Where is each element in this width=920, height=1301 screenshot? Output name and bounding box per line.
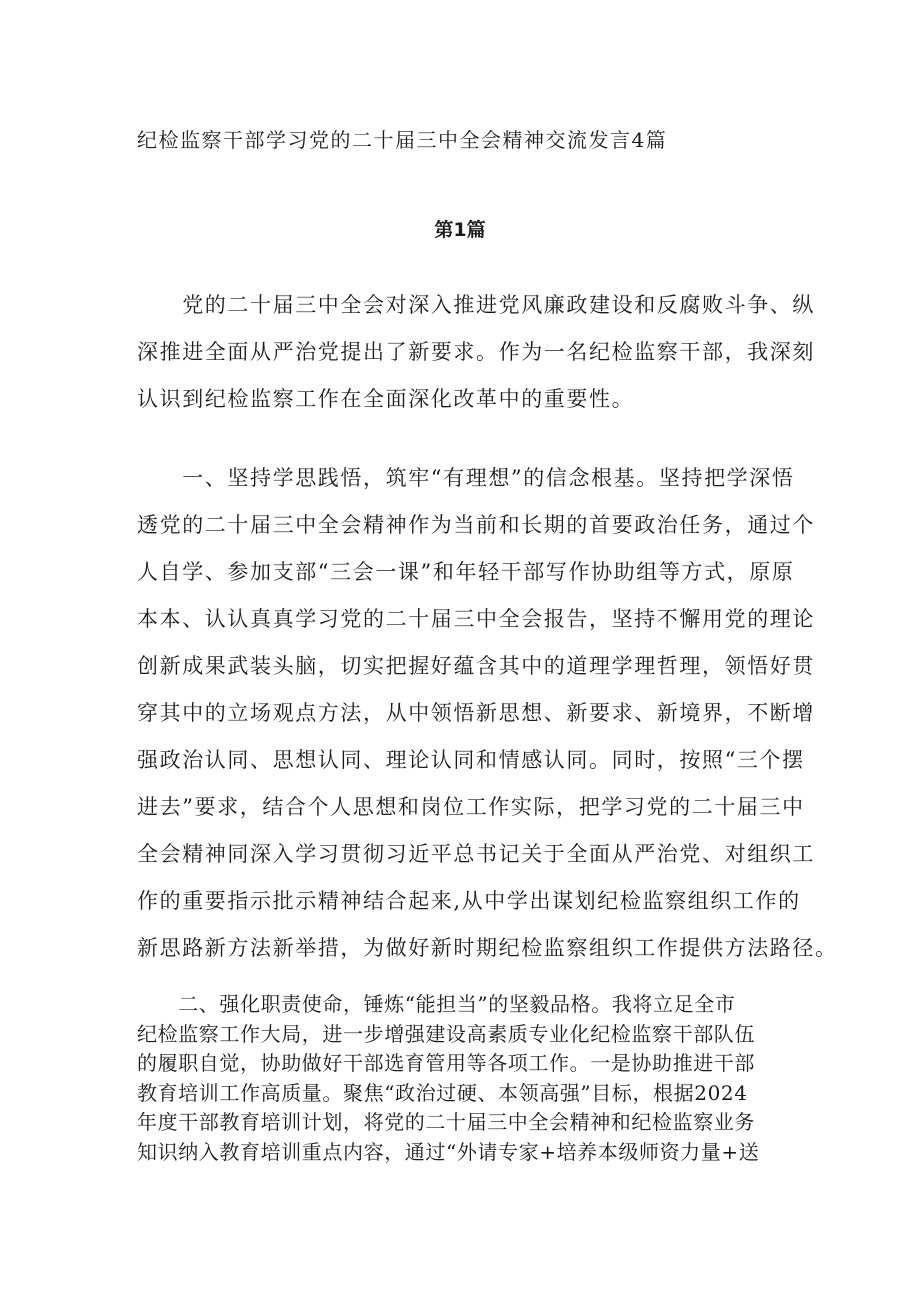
paragraph-line: 创新成果武装头脑，切实把握好蕴含其中的道理学理哲理，领悟好贯 (137, 654, 815, 678)
paragraph-line: 知识纳入教育培训重点内容，通过“外请专家+培养本级师资力量+送 (137, 1139, 760, 1164)
paragraph-line: 穿其中的立场观点方法，从中领悟新思想、新要求、新境界，不断增 (137, 701, 815, 725)
paragraph-line: 二、强化职责使命，锤炼“能担当”的坚毅品格。我将立足全市 (137, 992, 736, 1016)
part-heading: 第1篇 (434, 219, 486, 241)
paragraph-line: 年度干部教育培训计划，将党的二十届三中全会精神和纪检监察业务 (137, 1110, 755, 1134)
paragraph-line: 人自学、参加支部“三会一课”和年轻干部写作协助组等方式，原原 (137, 560, 795, 584)
paragraph-line: 进去”要求，结合个人思想和岗位工作实际，把学习党的二十届三中 (137, 795, 805, 819)
paragraph-line: 认识到纪检监察工作在全面深化改革中的重要性。 (137, 387, 635, 411)
paragraph-section-two (137, 990, 797, 1167)
paragraph-line: 纪检监察工作大局，进一步增强建设高素质专业化纪检监察干部队伍 (137, 1021, 755, 1046)
paragraph-line: 透党的二十届三中全会精神作为当前和长期的首要政治任务，通过个 (137, 513, 815, 537)
paragraph-line: 作的重要指示批示精神结合起来,从中学出谋划纪检监察组织工作的 (137, 889, 801, 913)
paragraph-line: 本本、认认真真学习党的二十届三中全会报告，坚持不懈用党的理论 (137, 607, 815, 631)
paragraph-intro (137, 282, 815, 423)
paragraph-section-one (137, 455, 838, 972)
paragraph-line: 一、坚持学思践悟，筑牢“有理想”的信念根基。坚持把学深悟 (137, 466, 795, 490)
paragraph-line: 新思路新方法新举措，为做好新时期纪检监察组织工作提供方法路径。 (137, 936, 838, 960)
paragraph-line: 的履职自觉，协助做好干部选育管用等各项工作。一是协助推进干部 (137, 1051, 755, 1075)
paragraph-line: 强政治认同、思想认同、理论认同和情感认同。同时，按照“三个摆 (137, 748, 805, 772)
paragraph-line: 全会精神同深入学习贯彻习近平总书记关于全面从严治党、对组织工 (137, 842, 815, 866)
paragraph-line: 党的二十届三中全会对深入推进党风廉政建设和反腐败斗争、纵 (137, 293, 815, 317)
document-title: 纪检监察干部学习党的二十届三中全会精神交流发言4篇 (137, 128, 668, 152)
paragraph-line: 教育培训工作高质量。聚焦“政治过硬、本领高强”目标，根据2024 (137, 1080, 748, 1105)
paragraph-line: 深推进全面从严治党提出了新要求。作为一名纪检监察干部，我深刻 (137, 340, 815, 364)
